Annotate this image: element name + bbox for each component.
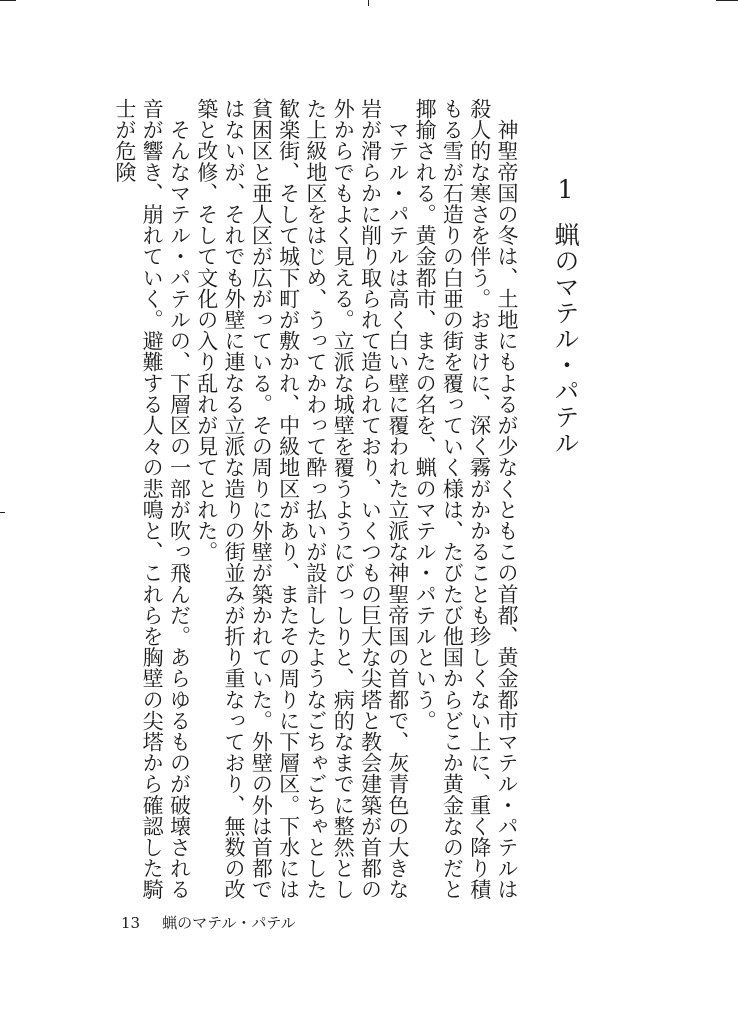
crop-mark-top-center: [368, 0, 369, 6]
chapter-title: 蝋のマテル・パテル: [551, 222, 580, 456]
paragraph: 神聖帝国の冬は、土地にもよるが少なくともこの首都、黄金都市マテル・パテルは殺人的な寒さを伴う。おまけに、深く霧がかかることも珍しくない上に、重く降り積もる雪が石造りの白亜の街を覆っていく様は、たびたび他国からどこか黄金なのだと揶揄される。黄金都市、またの名を、蝋のマテル・パテルという。: [413, 98, 519, 900]
crop-mark-top-left: [0, 0, 16, 1]
paragraph: マテル・パテルは高く白い壁に覆われた立派な神聖帝国の首都で、灰青色の大きな岩が滑らかに削り取られて造られており、いくつもの巨大な尖塔と教会建築が首都の外からでもよく見える。立派な城壁を覆うようにびっしりと、病的なまでに整然とした上級地区をはじめ、うってかわって酔っ払いが設計したようなごちゃごちゃとした歓楽街、そして城下町が敷かれ、中級地区があり、またその周りに下層区。下水には貧困区と亜人区が広がっている。その周りに外壁が築かれていた。外壁の外は首都ではないが、それでも外壁に連なる立派な造りの街並みが折り重なっており、無数の改築と改修、そして文化の入り乱れが見てとれた。: [194, 98, 410, 900]
running-title: 蝋のマテル・パテル: [162, 914, 296, 932]
paragraph: そんなマテル・パテルの、下層区の一部が吹っ飛んだ。あらゆるものが破壊される音が響き、崩れていく。避難する人々の悲鳴と、これらを胸壁の尖塔から確認した騎士が危険: [112, 98, 192, 900]
crop-mark-left-middle: [0, 512, 5, 513]
chapter-number: 1: [551, 175, 580, 205]
body-text: [112, 98, 520, 908]
page-number: 13: [121, 914, 141, 932]
page-footer: [121, 912, 296, 933]
crop-mark-top-right: [716, 0, 738, 1]
